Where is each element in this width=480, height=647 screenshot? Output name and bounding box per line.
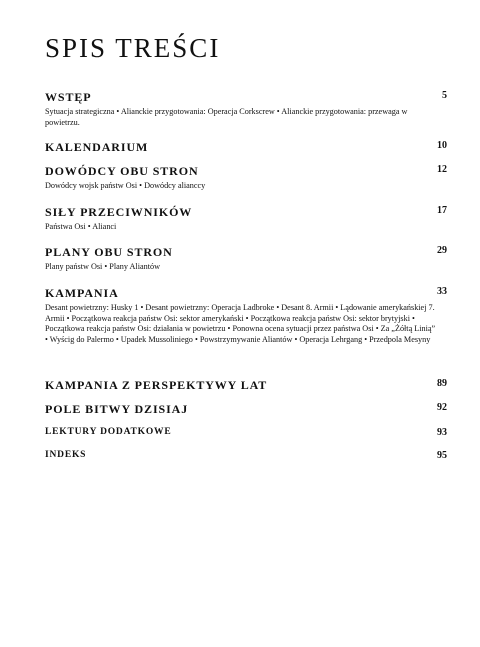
toc-heading: KAMPANIA Z PERSPEKTYWY LAT <box>45 378 268 392</box>
toc-entry-kampania <box>45 286 447 345</box>
toc-page-number: 95 <box>437 450 447 461</box>
toc-subentries: Sytuacja strategiczna • Alianckie przygotowania: Operacja Corkscrew • Alianckie przygotowania: przewaga w powietrzu. <box>45 107 408 127</box>
toc-heading: WSTĘP <box>45 90 92 104</box>
toc-heading: PLANY OBU STRON <box>45 245 173 259</box>
toc-page-number: 17 <box>437 205 447 216</box>
toc-page-number: 29 <box>437 245 447 256</box>
toc-page-number: 93 <box>437 427 447 438</box>
toc-heading: KAMPANIA <box>45 286 119 300</box>
toc-heading: POLE BITWY DZISIAJ <box>45 402 189 416</box>
toc-heading: DOWÓDCY OBU STRON <box>45 164 199 178</box>
toc-heading: INDEKS <box>45 450 87 460</box>
toc-subentries: Dowódcy wojsk państw Osi • Dowódcy alianccy <box>45 181 206 190</box>
toc-entry-pole-bitwy <box>45 402 447 418</box>
toc-subentries: Państwa Osi • Alianci <box>45 222 117 231</box>
toc-page-number: 33 <box>437 286 447 297</box>
toc-subentries: Desant powietrzny: Husky 1 • Desant powietrzny: Operacja Ladbroke • Desant 8. Armii • Lądowanie amerykańskiej 7. Armii • Początkowa reakcja państw Osi: sektor amerykański • Początkowa reakcja państw Osi: sektor brytyjski • Początkowa reakcja państw Osi: działania w powietrzu • Ponowna ocena sytuacji przez państwa Osi • Za „Żółtą Linią” • Wyścig do Palermo • Upadek Mussoliniego • Powstrzymywanie Aliantów • Operacja Lehrgang • Przedpola Mesyny <box>45 303 436 344</box>
toc-page-number: 10 <box>437 140 447 151</box>
toc-entry-dowodcy <box>45 164 447 192</box>
toc-page-number: 89 <box>437 378 447 389</box>
toc-entry-sily <box>45 205 447 233</box>
page-title: SPIS TREŚCI <box>45 33 221 63</box>
toc-heading: KALENDARIUM <box>45 140 149 154</box>
toc-subentries: Plany państw Osi • Plany Aliantów <box>45 262 160 271</box>
toc-page-number: 12 <box>437 164 447 175</box>
toc-entry-perspektywa <box>45 378 447 394</box>
toc-page-number: 92 <box>437 402 447 413</box>
toc-heading: SIŁY PRZECIWNIKÓW <box>45 205 193 219</box>
toc-entry-plany <box>45 245 447 273</box>
toc-entry-wstep <box>45 90 447 128</box>
toc-entry-indeks <box>45 450 447 466</box>
toc-heading: LEKTURY DODATKOWE <box>45 427 172 437</box>
toc-entry-lektury <box>45 427 447 443</box>
toc-page-number: 5 <box>442 90 447 101</box>
toc-entry-kalendarium <box>45 140 447 156</box>
